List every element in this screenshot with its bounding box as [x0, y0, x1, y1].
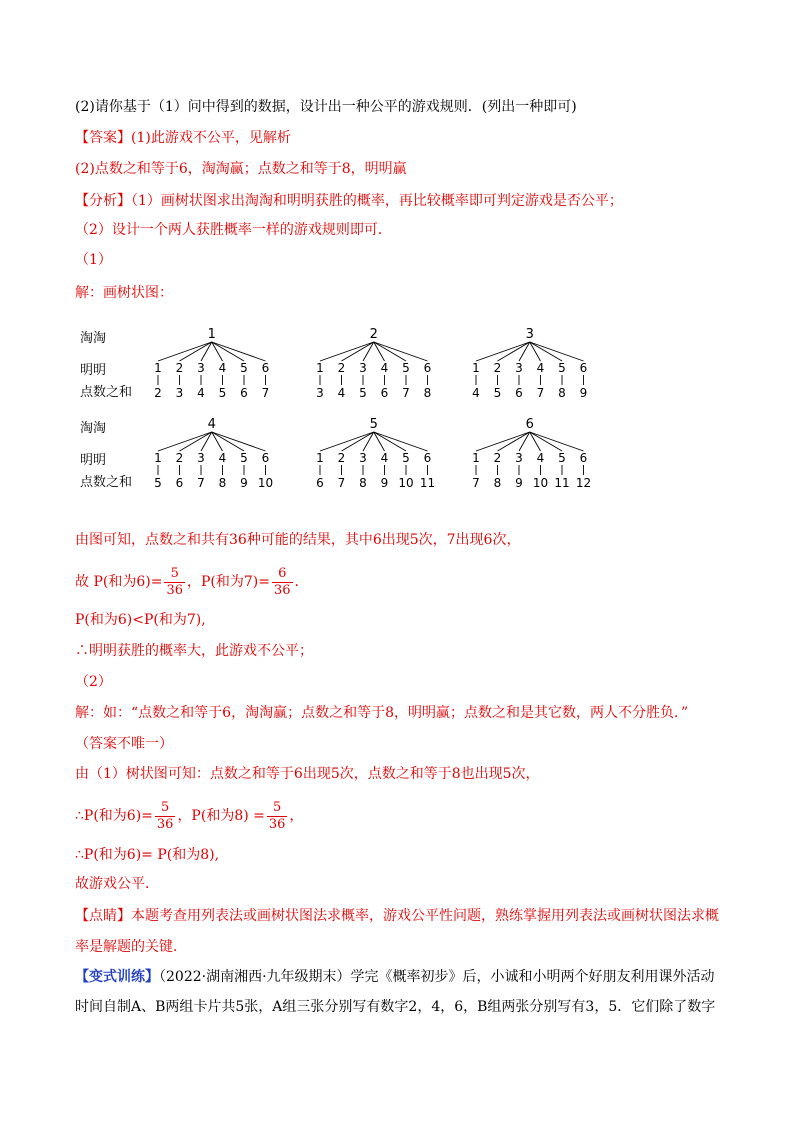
- tree-sum-value: 6: [316, 476, 324, 490]
- tree-root-value: 2: [369, 327, 378, 342]
- tree-child-value: 6: [423, 451, 432, 465]
- fraction-denominator: 36: [156, 816, 174, 832]
- tree-sum-value: 12: [575, 476, 592, 490]
- tree-child-value: 4: [380, 451, 389, 465]
- solution-part-1-label: （1）: [75, 252, 112, 268]
- tree-child-value: 3: [515, 451, 523, 465]
- tree-sum-value: 4: [337, 386, 346, 400]
- tree-child-value: 5: [402, 451, 410, 465]
- tree-sum-value: 7: [536, 386, 545, 400]
- fraction-numerator: 6: [272, 566, 293, 583]
- fraction-numerator: 5: [155, 800, 176, 817]
- tree-child-value: 5: [558, 361, 566, 375]
- tree-sum-value: 10: [398, 476, 414, 490]
- tree-sum-value: 7: [337, 476, 346, 490]
- tree-sum-value: 9: [515, 476, 523, 490]
- fair-rule-line: 解：如：“点数之和等于6，淘淘赢；点数之和等于8，明明赢；点数之和是其它数，两人不分胜负．”: [75, 705, 689, 721]
- tree-child-value: 4: [536, 451, 545, 465]
- tree-child-value: 6: [423, 361, 432, 375]
- answer-tag: 【答案】: [75, 130, 131, 146]
- key-point-line: [75, 906, 719, 926]
- tree-sum-value: 9: [579, 386, 588, 400]
- tree-sum-value: 4: [472, 386, 480, 400]
- variant-training-line: [75, 967, 715, 987]
- tree-sum-value: 5: [154, 476, 162, 490]
- comma: ，: [289, 808, 304, 824]
- tree-child-value: 2: [337, 451, 346, 465]
- fraction-denominator: 36: [166, 582, 183, 598]
- tree-root-value: 4: [207, 417, 216, 432]
- fraction-5-36: [267, 800, 288, 833]
- tree-child-value: 5: [240, 361, 248, 375]
- probability-line-1: [75, 564, 309, 600]
- tree-sum-value: 3: [175, 386, 184, 400]
- tree-sum-value: 6: [240, 386, 248, 400]
- tree-sum-value: 9: [380, 476, 389, 490]
- row-label-taotao: 淘淘: [80, 331, 107, 346]
- tree-child-value: 6: [579, 451, 588, 465]
- period: ．: [294, 574, 309, 590]
- tree-sum-value: 8: [359, 476, 367, 490]
- tree-sum-value: 9: [240, 476, 248, 490]
- analysis-text: （1）画树状图求出淘淘和明明获胜的概率，再比较概率即可判定游戏是否公平；: [131, 193, 623, 209]
- equality-line: ∴P(和为6)= P(和为8),: [75, 847, 220, 863]
- tree-sum-value: 6: [175, 476, 184, 490]
- fraction-6-36: [272, 566, 293, 599]
- variant-training-tag: 【变式训练】: [75, 969, 159, 985]
- comparison-line: P(和为6)<P(和为7),: [75, 612, 206, 628]
- fraction-numerator: 5: [267, 800, 288, 817]
- answer-part-2: (2)点数之和等于6，淘淘赢；点数之和等于8，明明赢: [75, 161, 407, 177]
- answer-text: (1)此游戏不公平，见解析: [131, 130, 291, 146]
- prob-label-8: ，P(和为8) =: [177, 808, 265, 824]
- key-point-text: 本题考查用列表法或画树状图法求概率，游戏公平性问题，熟练掌握用列表法或画树状图法求概: [131, 908, 719, 924]
- tree-child-value: 6: [261, 361, 270, 375]
- tree-root-value: 3: [525, 327, 534, 342]
- tree-root-value: 5: [369, 417, 378, 432]
- tree-sum-value: 11: [419, 476, 436, 490]
- tree-sum-value: 7: [472, 476, 480, 490]
- analysis-part-2: （2）设计一个两人获胜概率一样的游戏规则即可．: [75, 222, 392, 238]
- tree-child-value: 1: [472, 451, 480, 465]
- prob-label-7: ，P(和为7)=: [186, 574, 270, 590]
- fraction-denominator: 36: [268, 816, 286, 832]
- answer-line: [75, 128, 291, 148]
- tree-child-value: 4: [536, 361, 545, 375]
- tree-child-value: 4: [218, 361, 227, 375]
- row-label-taotao: 淘淘: [80, 421, 107, 436]
- tree-child-value: 5: [402, 361, 410, 375]
- row-label-point-sum: 点数之和: [80, 385, 133, 400]
- variant-training-text: （2022·湖南湘西·九年级期末）学完《概率初步》后，小诚和小明两个好朋友利用课外活动: [159, 969, 715, 985]
- tree-child-value: 3: [197, 361, 205, 375]
- tree-child-value: 3: [359, 361, 367, 375]
- tree-observation: 由（1）树状图可知：点数之和等于6出现5次，点数之和等于8也出现5次，: [75, 766, 540, 782]
- tree-sum-value: 4: [197, 386, 205, 400]
- tree-root-value: 6: [525, 417, 534, 432]
- fraction-5-36: [164, 566, 185, 599]
- tree-child-value: 6: [579, 361, 588, 375]
- tree-sum-value: 7: [261, 386, 270, 400]
- tree-child-value: 2: [175, 361, 184, 375]
- tree-child-value: 2: [493, 451, 502, 465]
- tree-sum-value: 6: [380, 386, 389, 400]
- tree-sum-value: 5: [493, 386, 502, 400]
- row-label-mingming: 明明: [80, 363, 107, 378]
- tree-sum-value: 8: [493, 476, 502, 490]
- tree-sum-value: 8: [558, 386, 566, 400]
- tree-child-value: 4: [218, 451, 227, 465]
- answer-not-unique: （答案不唯一）: [75, 736, 173, 752]
- prob-label-6: 故 P(和为6)=: [75, 574, 163, 590]
- tree-sum-value: 10: [532, 476, 549, 490]
- tree-child-value: 2: [337, 361, 346, 375]
- tree-child-value: 2: [175, 451, 184, 465]
- probability-line-2: [75, 798, 303, 834]
- tree-sum-value: 3: [316, 386, 324, 400]
- tree-root-value: 1: [207, 327, 216, 342]
- row-label-mingming: 明明: [80, 453, 107, 468]
- tree-sum-value: 7: [197, 476, 205, 490]
- conclusion-fair: 故游戏公平．: [75, 876, 159, 892]
- variant-training-continued: 时间自制A、B两组卡片共5张，A组三张分别写有数字2，4，6，B组两张分别写有3，5．它们除了数字: [75, 999, 716, 1015]
- prob-label-6b: ∴P(和为6)=: [75, 808, 153, 824]
- tree-child-value: 1: [154, 451, 162, 465]
- tree-child-value: 1: [154, 361, 162, 375]
- key-point-tag: 【点睛】: [75, 908, 131, 924]
- tree-child-value: 4: [380, 361, 389, 375]
- question-part-2: (2)请你基于（1）问中得到的数据，设计出一种公平的游戏规则．(列出一种即可): [75, 99, 577, 115]
- tree-child-value: 1: [472, 361, 480, 375]
- solution-intro: 解：画树状图：: [75, 285, 173, 301]
- row-label-point-sum: 点数之和: [80, 475, 133, 490]
- tree-child-value: 2: [493, 361, 502, 375]
- solution-part-2-label: （2）: [75, 674, 112, 690]
- tree-child-value: 3: [197, 451, 205, 465]
- tree-child-value: 6: [261, 451, 270, 465]
- analysis-line: [75, 191, 623, 211]
- tree-sum-value: 5: [359, 386, 367, 400]
- tree-child-value: 5: [558, 451, 566, 465]
- tree-child-value: 3: [515, 361, 523, 375]
- tree-sum-value: 8: [218, 476, 227, 490]
- result-statement: 由图可知，点数之和共有36种可能的结果，其中6出现5次，7出现6次，: [75, 532, 521, 548]
- tree-child-value: 5: [240, 451, 248, 465]
- conclusion-unfair: ∴明明获胜的概率大，此游戏不公平；: [75, 643, 313, 659]
- tree-sum-value: 6: [515, 386, 523, 400]
- key-point-continued: 率是解题的关键．: [75, 939, 187, 955]
- tree-sum-value: 2: [154, 386, 162, 400]
- tree-sum-value: 7: [402, 386, 410, 400]
- fraction-numerator: 5: [164, 566, 185, 583]
- tree-child-value: 1: [316, 361, 324, 375]
- tree-sum-value: 5: [218, 386, 227, 400]
- tree-diagram: [80, 318, 620, 496]
- tree-child-value: 3: [359, 451, 367, 465]
- tree-sum-value: 10: [257, 476, 274, 490]
- tree-sum-value: 8: [423, 386, 432, 400]
- tree-sum-value: 11: [554, 476, 570, 490]
- tree-child-value: 1: [316, 451, 324, 465]
- fraction-denominator: 36: [273, 582, 291, 598]
- analysis-tag: 【分析】: [75, 193, 131, 209]
- fraction-5-36: [155, 800, 176, 833]
